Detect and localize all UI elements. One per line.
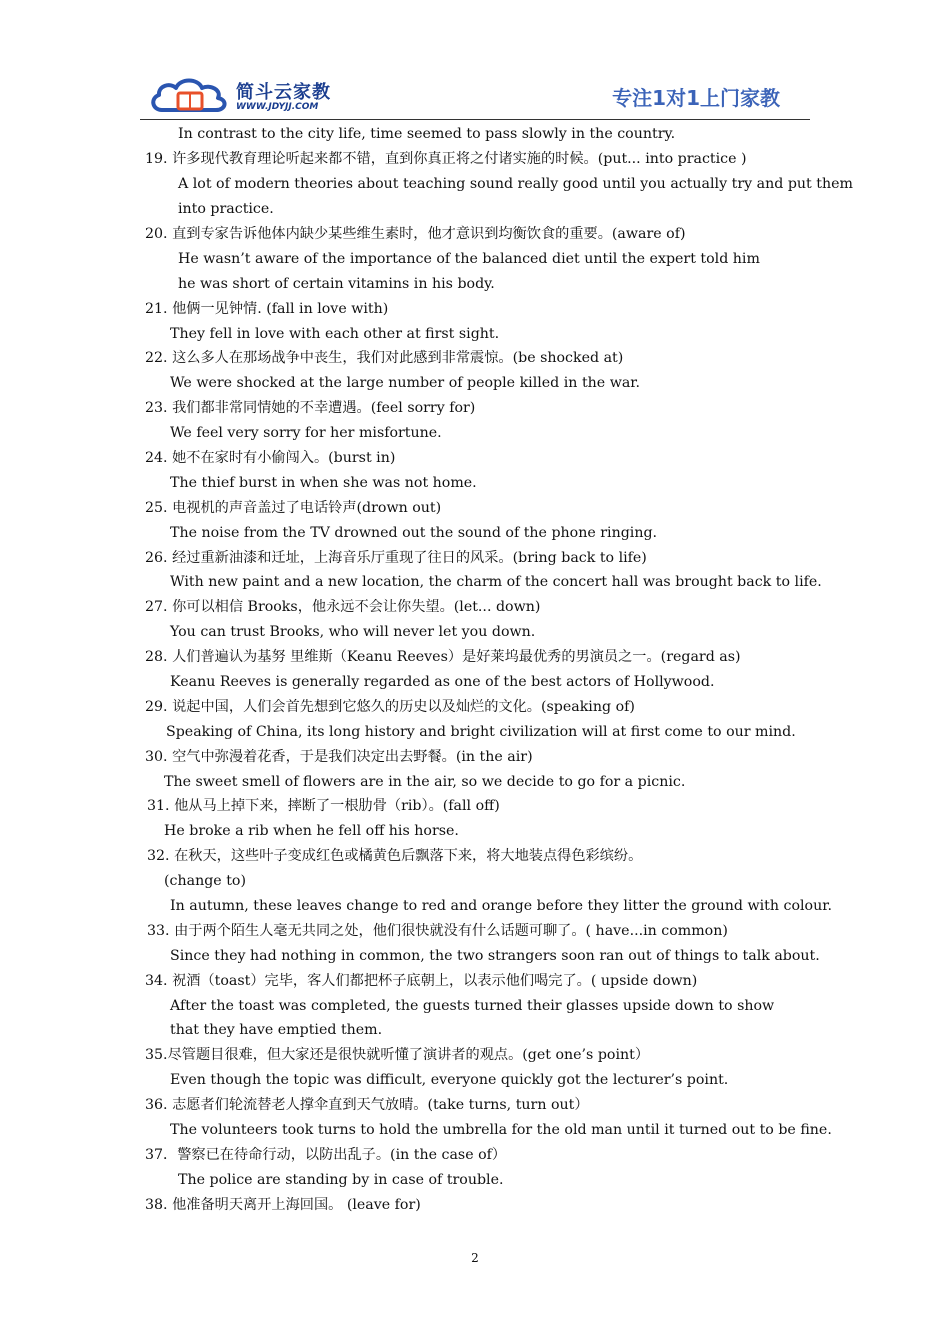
text-line: A lot of modern theories about teaching sound really good until you actually try and put them (178, 176, 853, 192)
text-line: 23. 我们都非常同情她的不幸遭遇。(feel sorry for) (145, 400, 476, 416)
text-line: You can trust Brooks, who will never let you down. (170, 624, 536, 640)
text-line: that they have emptied them. (170, 1022, 383, 1038)
text-line: 35.尽管题目很难，但大家还是很快就听懂了演讲者的观点。(get one’s point） (145, 1047, 650, 1063)
text-line: 19. 许多现代教育理论听起来都不错，直到你真正将之付诸实施的时候。(put... into practice ) (145, 151, 747, 167)
text-line: he was short of certain vitamins in his body. (178, 276, 495, 292)
text-line: With new paint and a new location, the charm of the concert hall was brought back to life. (170, 574, 822, 590)
text-line: In autumn, these leaves change to red and orange before they litter the ground with colour. (170, 898, 832, 914)
text-line: 24. 她不在家时有小偷闯入。(burst in) (145, 450, 396, 466)
brand-url: WWW.JDYJJ.COM (236, 102, 319, 112)
text-line: 29. 说起中国，人们会首先想到它悠久的历史以及灿烂的文化。(speaking of) (145, 699, 635, 715)
page-number: 2 (471, 1251, 479, 1265)
text-line: 31. 他从马上掉下来，摔断了一根肋骨（rib）。(fall off) (147, 798, 500, 814)
text-line: 27. 你可以相信 Brooks，他永远不会让你失望。(let... down) (145, 599, 541, 615)
text-line: 36. 志愿者们轮流替老人撑伞直到天气放晴。(take turns, turn out） (145, 1097, 589, 1113)
text-line: The thief burst in when she was not home. (170, 475, 477, 491)
header-slogan: 专注1对1上门家教 (612, 86, 780, 110)
text-line: The volunteers took turns to hold the umbrella for the old man until it turned out to be fine. (170, 1122, 832, 1138)
text-line: 32. 在秋天，这些叶子变成红色或橘黄色后飘落下来，将大地装点得色彩缤纷。 (147, 848, 643, 864)
text-line: He broke a rib when he fell off his horse. (164, 823, 459, 839)
text-line: Even though the topic was difficult, everyone quickly got the lecturer’s point. (170, 1072, 729, 1088)
text-line: He wasn’t aware of the importance of the balanced diet until the expert told him (178, 251, 760, 267)
text-line: We were shocked at the large number of people killed in the war. (170, 375, 641, 391)
text-line: The sweet smell of flowers are in the air, so we decide to go for a picnic. (164, 774, 686, 790)
text-line: 28. 人们普遍认为基努 里维斯（Keanu Reeves）是好莱坞最优秀的男演员之一。(regard as) (145, 649, 741, 665)
text-line: 25. 电视机的声音盖过了电话铃声(drown out) (145, 500, 442, 516)
text-line: The noise from the TV drowned out the sound of the phone ringing. (170, 525, 658, 541)
brand-logo (148, 74, 368, 118)
text-line: Speaking of China, its long history and bright civilization will at first come to our mind. (166, 724, 796, 740)
text-line: 34. 祝酒（toast）完毕，客人们都把杯子底朝上，以表示他们喝完了。( upside down) (145, 973, 698, 989)
text-line: 21. 他俩一见钟情. (fall in love with) (145, 301, 389, 317)
text-line: In contrast to the city life, time seemed to pass slowly in the country. (178, 126, 676, 142)
text-line: 30. 空气中弥漫着花香，于是我们决定出去野餐。(in the air) (145, 749, 533, 765)
text-line: into practice. (178, 201, 274, 217)
text-line: (change to) (164, 873, 246, 889)
page-header (140, 72, 810, 120)
text-line: 20. 直到专家告诉他体内缺少某些维生素时，他才意识到均衡饮食的重要。(aware of) (145, 226, 686, 242)
text-line: The police are standing by in case of trouble. (178, 1172, 504, 1188)
text-line: They fell in love with each other at first sight. (170, 326, 500, 342)
text-line: 37．警察已在待命行动，以防出乱子。(in the case of） (145, 1147, 507, 1163)
text-line: 26. 经过重新油漆和迁址，上海音乐厅重现了往日的风采。(bring back to life) (145, 550, 647, 566)
text-line: 38. 他准备明天离开上海回国。 (leave for) (145, 1197, 421, 1213)
text-line: We feel very sorry for her misfortune. (170, 425, 442, 441)
header-divider (140, 119, 810, 120)
text-line: Since they had nothing in common, the two strangers soon ran out of things to talk about. (170, 948, 820, 964)
text-line: Keanu Reeves is generally regarded as one of the best actors of Hollywood. (170, 674, 715, 690)
text-line: 22. 这么多人在那场战争中丧生，我们对此感到非常震惊。(be shocked at) (145, 350, 624, 366)
cloud-book-logo-icon (148, 76, 232, 116)
brand-name: 简斗云家教 (236, 82, 331, 103)
text-line: 33. 由于两个陌生人毫无共同之处，他们很快就没有什么话题可聊了。( have...in common) (147, 923, 728, 939)
text-line: After the toast was completed, the guests turned their glasses upside down to show (170, 998, 775, 1014)
